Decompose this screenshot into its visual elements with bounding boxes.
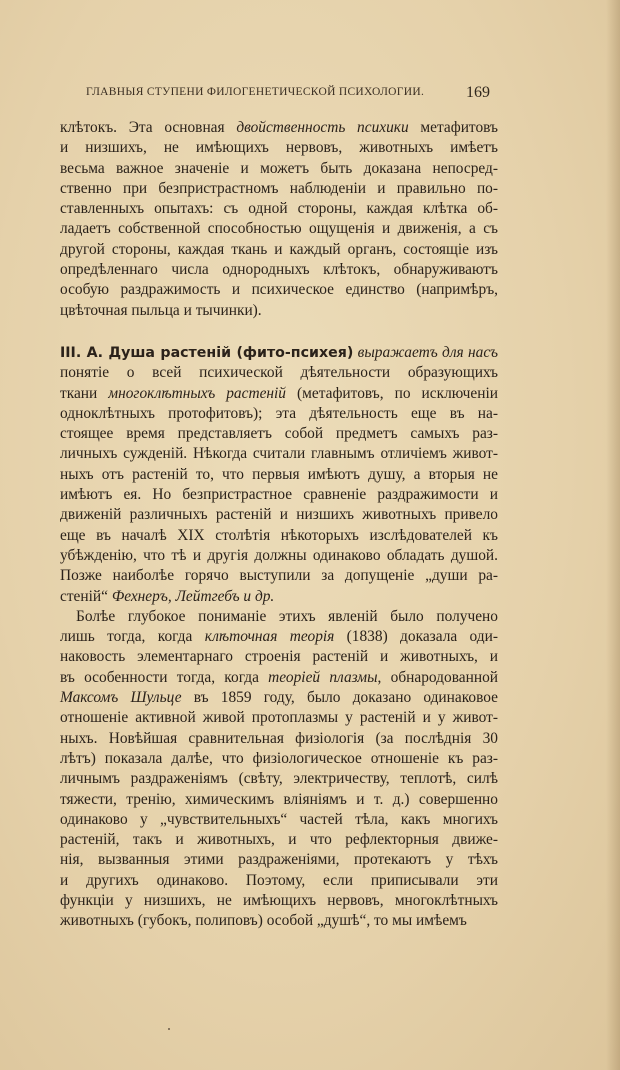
text-run: и другихъ одинаково. Поэтому, если приписывали эти bbox=[60, 871, 498, 889]
text-run: ныхъ. Новѣйшая сравнительная физiологiя (за послѣднiя 30 bbox=[60, 729, 498, 747]
text-line bbox=[60, 708, 498, 728]
text-run: еще въ началѣ XIX столѣтiя нѣкоторыхъ изслѣдователей къ bbox=[60, 526, 498, 544]
text-line bbox=[60, 301, 498, 321]
text-run: (метафитовъ, по исключенiи bbox=[286, 384, 498, 402]
emphasis-text: Максомъ Шульце bbox=[60, 689, 182, 707]
text-line bbox=[60, 424, 498, 444]
text-run: весьма важное значенiе и можетъ быть доказана непосред- bbox=[60, 159, 498, 177]
text-run: въ особенности тогда, когда bbox=[60, 668, 269, 686]
speck bbox=[168, 1028, 170, 1030]
text-line bbox=[60, 485, 498, 505]
text-line bbox=[60, 647, 498, 667]
text-run: движенiй различныхъ растенiй и низшихъ животныхъ привело bbox=[60, 506, 498, 524]
text-line bbox=[60, 769, 498, 789]
text-run: Позже наиболѣе горячо выступили за допущенiе „души ра- bbox=[60, 567, 498, 585]
text-line bbox=[60, 159, 498, 179]
text-run: наковость элементарнаго строенiя растенiй и животныхъ, и bbox=[60, 648, 498, 666]
text-run: лѣтъ) показала далѣе, что физiологическое отношенiе къ раз- bbox=[60, 749, 498, 767]
text-line bbox=[60, 790, 498, 810]
page-number: 169 bbox=[466, 84, 490, 101]
text-run: метафитовъ bbox=[408, 119, 498, 136]
text-run: ныхъ отъ растенiй то, что первыя имѣютъ душу, а вторыя не bbox=[60, 465, 498, 483]
text-run: растенiй, такъ и животныхъ, и что рефлекторныя движе- bbox=[60, 831, 498, 849]
text-run: ткани bbox=[60, 384, 109, 402]
text-run: стоящее время представляетъ собой предметъ самыхъ раз- bbox=[60, 425, 498, 443]
text-line bbox=[60, 526, 498, 546]
text-line bbox=[60, 810, 498, 830]
text-run: имѣютъ ея. Но безпристрастное сравненiе раздражимости и bbox=[60, 486, 498, 504]
text-line bbox=[60, 891, 498, 911]
text-line bbox=[60, 465, 498, 485]
text-line bbox=[60, 607, 498, 627]
text-line bbox=[60, 343, 498, 363]
text-run: , обнародованной bbox=[377, 668, 499, 686]
paragraph-2 bbox=[60, 343, 498, 607]
text-run: ственно при безпристрастномъ наблюденiи и правильно по- bbox=[60, 179, 498, 197]
text-run: личнымъ раздраженiямъ (свѣту, электричеству, теплотѣ, силѣ bbox=[60, 770, 498, 788]
text-line bbox=[60, 911, 498, 931]
text-run: въ 1859 году, было доказано одинаковое bbox=[181, 689, 498, 707]
text-line bbox=[60, 240, 498, 260]
text-line bbox=[60, 138, 498, 158]
paragraph-1 bbox=[60, 118, 498, 321]
text-run: нiя, вызванныя этими раздраженiями, протекаютъ у тѣхъ bbox=[60, 851, 498, 869]
paragraph-3 bbox=[60, 607, 498, 932]
text-run: одинаково у „чувствительныхъ“ частей тѣла, какъ многихъ bbox=[60, 810, 498, 828]
text-run: функцiи у низшихъ, не имѣющихъ нервовъ, многоклѣтныхъ bbox=[60, 891, 498, 909]
text-line bbox=[60, 749, 498, 769]
emphasis-text: выражаетъ для насъ bbox=[353, 343, 498, 361]
text-line bbox=[60, 199, 498, 219]
text-run: опредѣленнаго числа однородныхъ клѣтокъ, обнаруживаютъ bbox=[60, 261, 498, 279]
emphasis-text: многоклѣтныхъ растенiй bbox=[108, 384, 287, 402]
section-heading: III. А. Душа растенiй (фито-психея) bbox=[60, 344, 354, 361]
text-run: Болѣе глубокое пониманiе этихъ явленiй было получено bbox=[76, 607, 498, 625]
text-line bbox=[60, 118, 498, 138]
text-line bbox=[60, 384, 498, 404]
text-run: и низшихъ, не имѣющихъ нервовъ, животныхъ имѣетъ bbox=[60, 139, 498, 157]
text-line bbox=[60, 627, 498, 647]
text-run: особую раздражимость и психическое единство (напримѣръ, bbox=[60, 281, 498, 299]
running-title: ГЛАВНЫЯ СТУПЕНИ ФИЛОГЕНЕТИЧЕСКОЙ ПСИХОЛОГИИ. bbox=[86, 86, 425, 98]
emphasis-text: теорiей плазмы bbox=[268, 668, 378, 686]
text-run: ладаетъ собственной способностью ощущенiя и движенiя, а съ bbox=[60, 220, 498, 238]
text-run: отношенiе активной живой протоплазмы у растенiй и у живот- bbox=[60, 709, 498, 727]
text-run: стенiй“ bbox=[60, 587, 112, 605]
text-run: (1838) доказала оди- bbox=[334, 628, 498, 646]
text-run: личныхъ сужденiй. Нѣкогда считали главнымъ отличiемъ живот- bbox=[60, 445, 498, 463]
text-run: ставленныхъ опытахъ: съ одной стороны, каждая клѣтка об- bbox=[60, 200, 498, 218]
text-line bbox=[60, 219, 498, 239]
text-run: лишь тогда, когда bbox=[60, 628, 205, 646]
text-run: одноклѣтныхъ протофитовъ); эта дѣятельность еще въ на- bbox=[60, 404, 498, 422]
text-line bbox=[60, 850, 498, 870]
text-line bbox=[60, 363, 498, 383]
text-line bbox=[60, 871, 498, 891]
body-text bbox=[60, 118, 498, 932]
text-line bbox=[60, 566, 498, 586]
emphasis-text: клѣточная теорiя bbox=[204, 628, 335, 646]
text-line bbox=[60, 444, 498, 464]
text-line bbox=[60, 830, 498, 850]
text-line bbox=[60, 668, 498, 688]
text-line bbox=[60, 546, 498, 566]
text-line bbox=[60, 260, 498, 280]
text-line bbox=[60, 505, 498, 525]
page-edge-shadow bbox=[606, 0, 620, 1070]
text-run: тяжести, тренiю, химическимъ влiянiямъ и т. д.) совершенно bbox=[60, 790, 498, 808]
text-run: другой стороны, каждая ткань и каждый органъ, состоящiе изъ bbox=[60, 240, 498, 258]
emphasis-text: Фехнеръ, Лейтгебъ и др. bbox=[111, 587, 275, 605]
text-line bbox=[60, 280, 498, 300]
text-line bbox=[60, 587, 498, 607]
text-run: клѣтокъ. Эта основная bbox=[60, 119, 237, 136]
text-run: животныхъ (губокъ, полиповъ) особой „душѣ“, то мы имѣемъ bbox=[60, 912, 467, 930]
text-line bbox=[60, 688, 498, 708]
text-run: цвѣточная пыльца и тычинки). bbox=[60, 301, 262, 319]
text-line bbox=[60, 404, 498, 424]
text-line bbox=[60, 179, 498, 199]
text-run: убѣжденiю, что тѣ и другiя должны одинаково обладать душой. bbox=[60, 546, 498, 564]
text-run: понятiе о всей психической дѣятельности образующихъ bbox=[60, 364, 498, 382]
text-line bbox=[60, 729, 498, 749]
emphasis-text: двойственность психики bbox=[236, 119, 409, 136]
